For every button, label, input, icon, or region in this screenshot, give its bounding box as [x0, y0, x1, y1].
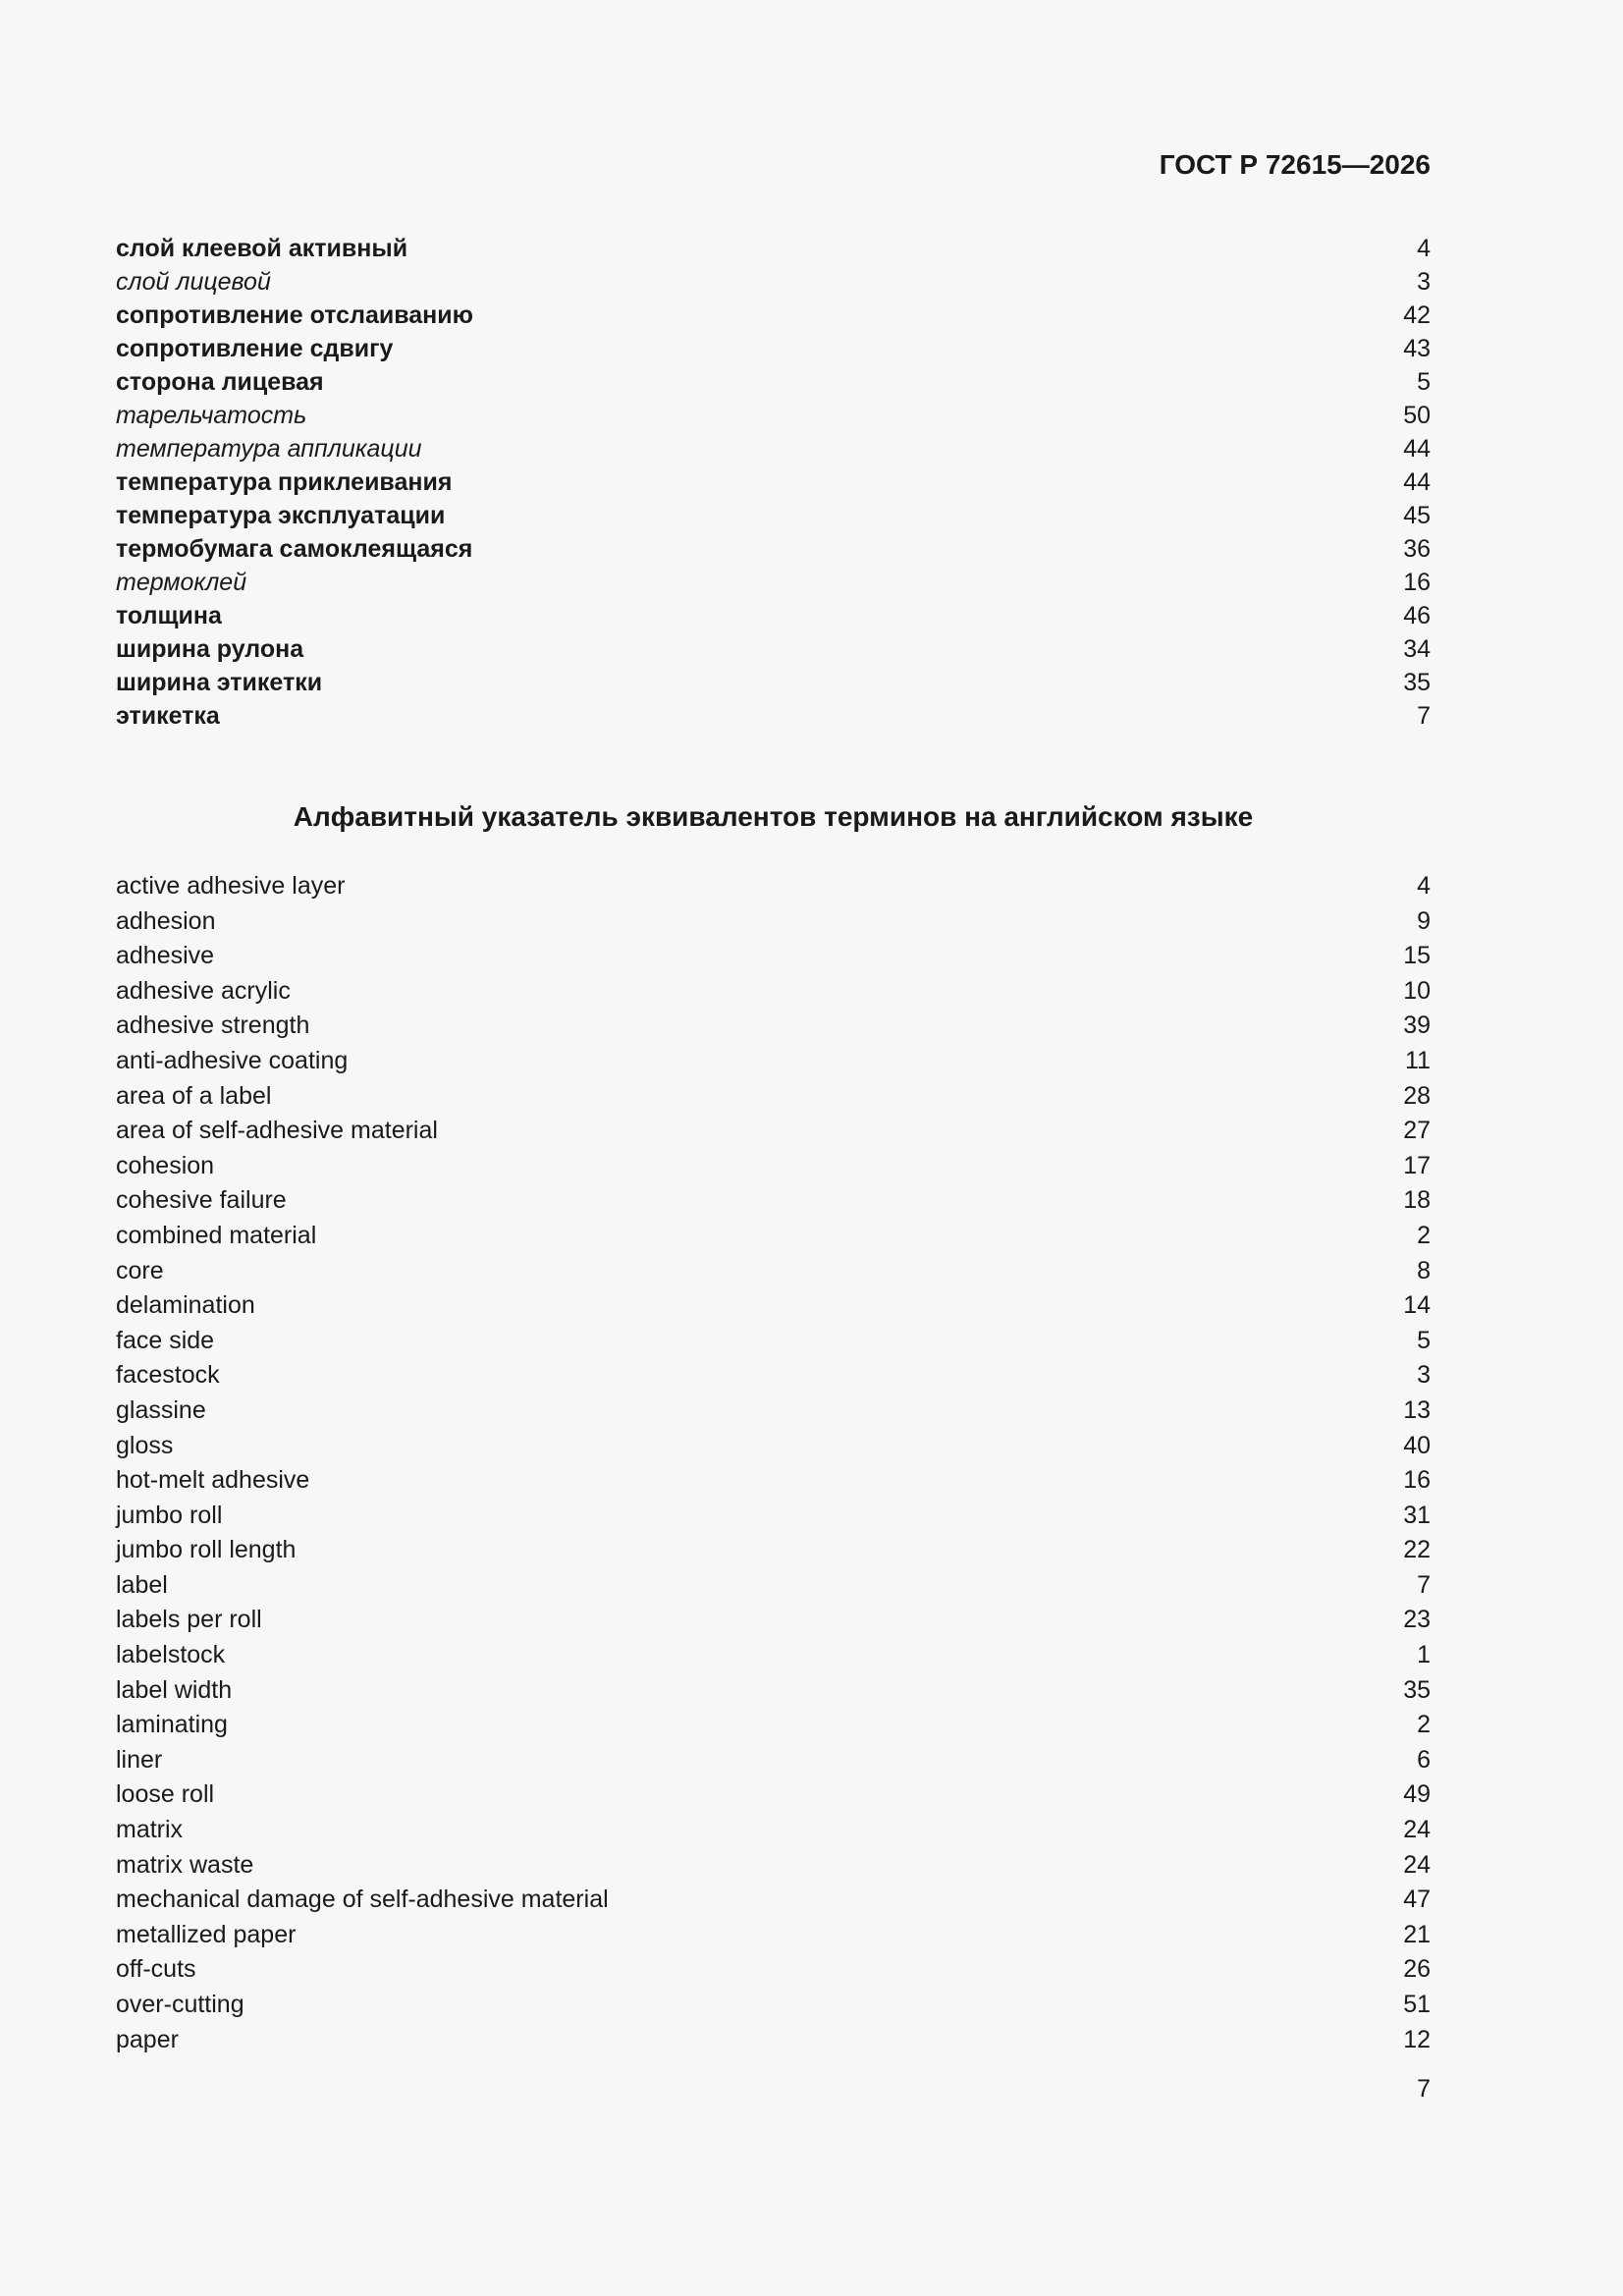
- index-entry: [116, 1394, 1431, 1429]
- index-entry: [116, 632, 1431, 666]
- index-term-number: 5: [1417, 368, 1431, 396]
- index-term-number: 39: [1403, 1011, 1431, 1040]
- index-term: hot-melt adhesive: [116, 1466, 310, 1495]
- index-entry: [116, 1568, 1431, 1604]
- index-term: слой лицевой: [116, 268, 271, 296]
- index-term-number: 31: [1403, 1501, 1431, 1529]
- index-term: anti-adhesive coating: [116, 1046, 349, 1074]
- index-term: термоклей: [116, 569, 247, 596]
- index-term: gloss: [116, 1431, 174, 1459]
- index-term: active adhesive layer: [116, 872, 346, 900]
- index-term: cohesion: [116, 1151, 215, 1179]
- index-term: matrix: [116, 1816, 184, 1844]
- index-term-number: 11: [1405, 1046, 1431, 1074]
- index-term: area of self-adhesive material: [116, 1117, 438, 1145]
- index-term: cohesive failure: [116, 1186, 287, 1215]
- index-term: area of a label: [116, 1081, 272, 1110]
- index-term-number: 14: [1403, 1291, 1431, 1320]
- index-entry: [116, 566, 1431, 599]
- index-entry: [116, 399, 1431, 432]
- index-term: combined material: [116, 1221, 317, 1249]
- index-term: laminating: [116, 1711, 228, 1739]
- index-term-number: 40: [1403, 1431, 1431, 1459]
- index-entry: [116, 365, 1431, 399]
- index-term: сторона лицевая: [116, 368, 324, 396]
- index-term: ширина рулона: [116, 635, 304, 663]
- index-term-number: 18: [1403, 1186, 1431, 1215]
- index-term-number: 8: [1417, 1256, 1431, 1285]
- index-term-number: 13: [1403, 1395, 1431, 1424]
- index-entry: [116, 1463, 1431, 1499]
- index-term-number: 17: [1403, 1151, 1431, 1179]
- index-entry: [116, 1533, 1431, 1568]
- index-term: adhesive acrylic: [116, 976, 291, 1005]
- index-term: температура приклеивания: [116, 468, 453, 496]
- index-term-number: 34: [1403, 635, 1431, 663]
- index-entry: [116, 1254, 1431, 1289]
- index-term: тарельчатость: [116, 402, 307, 429]
- index-term-number: 16: [1403, 1466, 1431, 1495]
- index-term-number: 45: [1403, 502, 1431, 529]
- index-term: core: [116, 1256, 164, 1285]
- index-entry: [116, 1183, 1431, 1219]
- index-entry: [116, 1324, 1431, 1359]
- index-entry: [116, 1149, 1431, 1184]
- index-entry: [116, 904, 1431, 940]
- index-term-number: 5: [1417, 1326, 1431, 1354]
- index-entry: [116, 532, 1431, 566]
- index-term: label width: [116, 1675, 233, 1704]
- index-term: слой клеевой активный: [116, 235, 408, 262]
- index-term-number: 12: [1403, 2025, 1431, 2053]
- index-term: delamination: [116, 1291, 255, 1320]
- index-term: сопротивление отслаиванию: [116, 301, 474, 329]
- index-entry: [116, 1288, 1431, 1324]
- index-entry: [116, 1009, 1431, 1044]
- index-term: jumbo roll length: [116, 1536, 297, 1564]
- index-term: ширина этикетки: [116, 669, 323, 696]
- index-term: matrix waste: [116, 1850, 254, 1879]
- index-entry: [116, 432, 1431, 465]
- index-entry: [116, 666, 1431, 699]
- index-term-number: 3: [1417, 268, 1431, 296]
- index-term: off-cuts: [116, 1955, 196, 1984]
- index-term-number: 2: [1417, 1711, 1431, 1739]
- index-term-number: 3: [1417, 1361, 1431, 1390]
- index-term-number: 24: [1403, 1850, 1431, 1879]
- index-term: over-cutting: [116, 1991, 244, 2018]
- index-term: adhesive: [116, 942, 215, 970]
- index-entry: [116, 1044, 1431, 1079]
- index-entry: [116, 1603, 1431, 1638]
- index-term-number: 7: [1417, 702, 1431, 730]
- english-index-title: Алфавитный указатель эквивалентов терминов на английском языке: [293, 801, 1254, 832]
- index-entry: [116, 232, 1431, 265]
- index-term-number: 27: [1403, 1117, 1431, 1145]
- index-entry: [116, 869, 1431, 904]
- index-term: label: [116, 1570, 168, 1599]
- page-number: 7: [1417, 2075, 1431, 2103]
- index-term-number: 2: [1417, 1221, 1431, 1249]
- index-term: термобумага самоклеящаяся: [116, 535, 473, 563]
- index-term: paper: [116, 2025, 179, 2053]
- index-term: liner: [116, 1745, 163, 1774]
- index-term-number: 42: [1403, 301, 1431, 329]
- index-entry: [116, 1848, 1431, 1884]
- index-entry: [116, 1883, 1431, 1918]
- index-term: температура эксплуатации: [116, 502, 446, 529]
- index-term: glassine: [116, 1395, 206, 1424]
- index-term-number: 35: [1403, 1675, 1431, 1704]
- index-term: сопротивление сдвигу: [116, 335, 394, 362]
- index-entry: [116, 1114, 1431, 1149]
- index-term-number: 9: [1417, 906, 1431, 935]
- index-term-number: 36: [1403, 535, 1431, 563]
- index-entry: [116, 1777, 1431, 1813]
- index-term: metallized paper: [116, 1920, 297, 1948]
- index-entry: [116, 1743, 1431, 1778]
- index-term-number: 4: [1417, 235, 1431, 262]
- index-entry: [116, 1429, 1431, 1464]
- index-entry: [116, 265, 1431, 299]
- index-term-number: 26: [1403, 1955, 1431, 1984]
- index-entry: [116, 1079, 1431, 1115]
- index-entry: [116, 2023, 1431, 2058]
- index-term: face side: [116, 1326, 215, 1354]
- index-term-number: 15: [1403, 942, 1431, 970]
- index-entry: [116, 1499, 1431, 1534]
- index-term-number: 16: [1403, 569, 1431, 596]
- index-term: adhesion: [116, 906, 216, 935]
- index-term-number: 46: [1403, 602, 1431, 629]
- english-term-index: [116, 869, 1431, 2057]
- index-entry: [116, 974, 1431, 1010]
- index-entry: [116, 1673, 1431, 1709]
- index-term: этикетка: [116, 702, 220, 730]
- index-term-number: 22: [1403, 1536, 1431, 1564]
- index-entry: [116, 1708, 1431, 1743]
- index-term-number: 1: [1417, 1641, 1431, 1669]
- index-term: jumbo roll: [116, 1501, 223, 1529]
- index-term-number: 24: [1403, 1816, 1431, 1844]
- index-entry: [116, 1988, 1431, 2023]
- index-term: loose roll: [116, 1780, 215, 1809]
- index-entry: [116, 299, 1431, 332]
- index-entry: [116, 465, 1431, 499]
- index-term-number: 21: [1403, 1920, 1431, 1948]
- index-entry: [116, 1358, 1431, 1394]
- index-term: labels per roll: [116, 1606, 262, 1634]
- index-term-number: 10: [1403, 976, 1431, 1005]
- index-entry: [116, 699, 1431, 733]
- index-entry: [116, 332, 1431, 365]
- index-term-number: 47: [1403, 1886, 1431, 1914]
- index-term-number: 4: [1417, 872, 1431, 900]
- index-term-number: 43: [1403, 335, 1431, 362]
- index-term: facestock: [116, 1361, 220, 1390]
- index-entry: [116, 1813, 1431, 1848]
- index-term-number: 44: [1403, 468, 1431, 496]
- index-term: mechanical damage of self-adhesive material: [116, 1886, 609, 1914]
- index-term: adhesive strength: [116, 1011, 310, 1040]
- index-entry: [116, 1638, 1431, 1673]
- russian-term-index: [116, 232, 1431, 733]
- index-term-number: 50: [1403, 402, 1431, 429]
- index-entry: [116, 1952, 1431, 1988]
- index-term-number: 6: [1417, 1745, 1431, 1774]
- index-term-number: 51: [1403, 1991, 1431, 2018]
- index-term-number: 23: [1403, 1606, 1431, 1634]
- document-number: ГОСТ Р 72615—2026: [1159, 149, 1431, 180]
- index-term-number: 44: [1403, 435, 1431, 463]
- index-term-number: 35: [1403, 669, 1431, 696]
- index-entry: [116, 1918, 1431, 1953]
- index-term-number: 49: [1403, 1780, 1431, 1809]
- index-term: температура аппликации: [116, 435, 422, 463]
- index-term: толщина: [116, 602, 222, 629]
- index-entry: [116, 499, 1431, 532]
- index-entry: [116, 1219, 1431, 1254]
- index-entry: [116, 599, 1431, 632]
- index-term-number: 7: [1417, 1570, 1431, 1599]
- index-term-number: 28: [1403, 1081, 1431, 1110]
- index-term: labelstock: [116, 1641, 226, 1669]
- index-entry: [116, 939, 1431, 974]
